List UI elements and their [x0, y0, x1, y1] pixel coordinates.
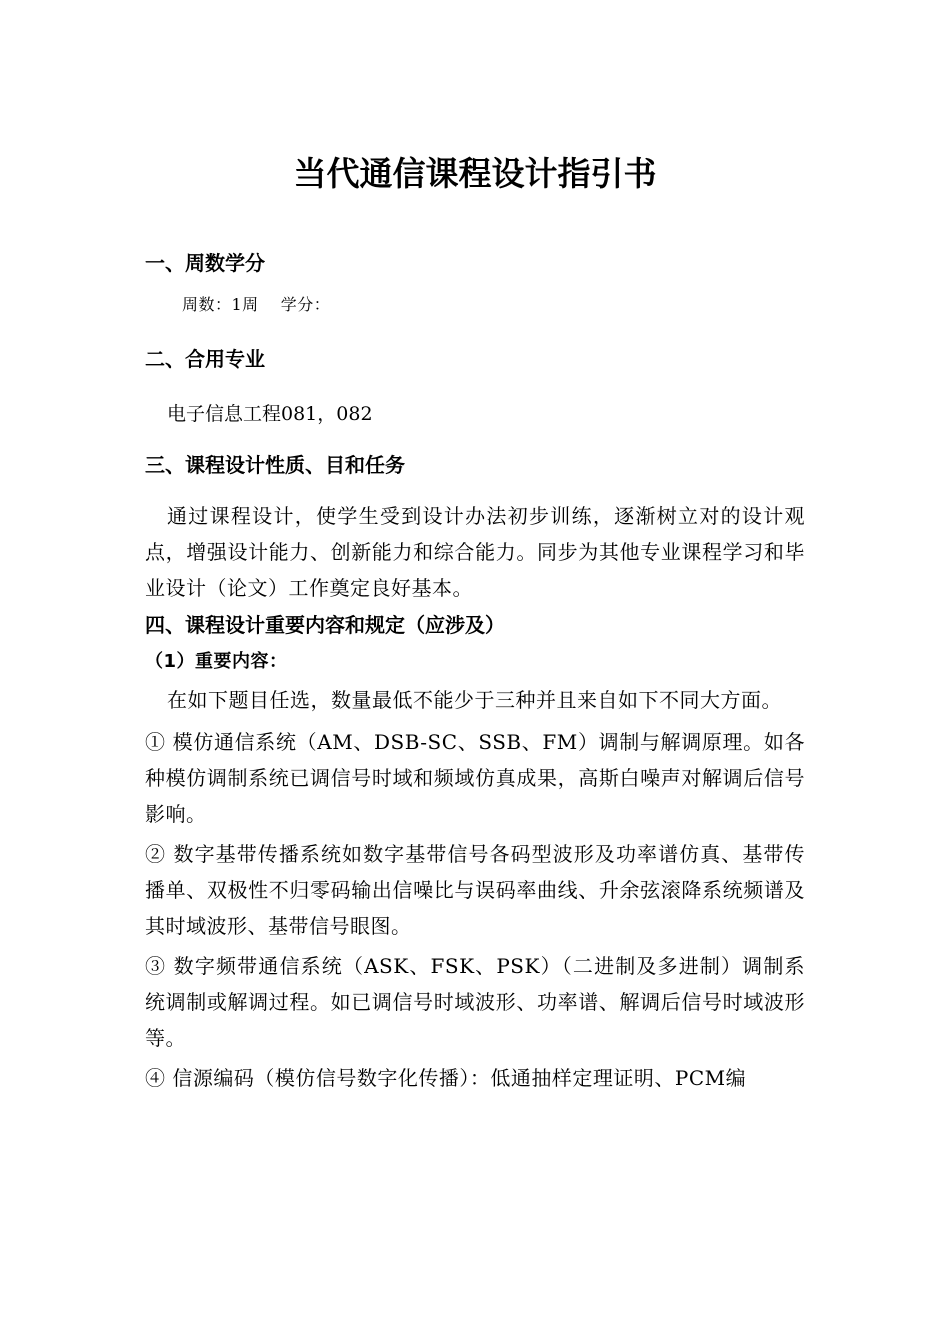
list-item: ② 数字基带传播系统如数字基带信号各码型波形及功率谱仿真、基带传播单、双极性不归零码输出信噪比与误码率曲线、升余弦滚降系统频谱及其时域波形、基带信号眼图。 — [145, 842, 805, 938]
list-item: ④ 信源编码（模仿信号数字化传播）：低通抽样定理证明、PCM编 — [145, 1066, 747, 1090]
section-heading-1: 一、周数学分 — [145, 251, 265, 275]
section-body-1: 周数：1周 学分： — [182, 295, 331, 314]
section-heading-2: 二、合用专业 — [145, 347, 265, 371]
section-intro-4: 在如下题目任选，数量最低不能少于三种并且来自如下不同大方面。 — [167, 688, 782, 712]
document-body — [145, 244, 805, 1096]
list-item: ③ 数字频带通信系统（ASK、FSK、PSK）（二进制及多进制）调制系统调制或解调过程。如已调信号时域波形、功率谱、解调后信号时域波形等。 — [145, 954, 805, 1050]
section-body-2: 电子信息工程081，082 — [167, 403, 373, 425]
section-body-3: 通过课程设计，使学生受到设计办法初步训练，逐渐树立对的设计观点，增强设计能力、创新能力和综合能力。同步为其他专业课程学习和毕业设计（论文）工作奠定良好基本。 — [145, 504, 805, 600]
section-heading-4: 四、课程设计重要内容和规定（应涉及） — [145, 613, 505, 637]
list-item: ① 模仿通信系统（AM、DSB-SC、SSB、FM）调制与解调原理。如各种模仿调制系统已调信号时域和频域仿真成果，高斯白噪声对解调后信号影响。 — [145, 730, 805, 826]
section-heading-3: 三、课程设计性质、目和任务 — [145, 453, 405, 477]
subsection-heading-1: （1）重要内容： — [145, 651, 288, 672]
document-title: 当代通信课程设计指引书 — [293, 154, 657, 193]
